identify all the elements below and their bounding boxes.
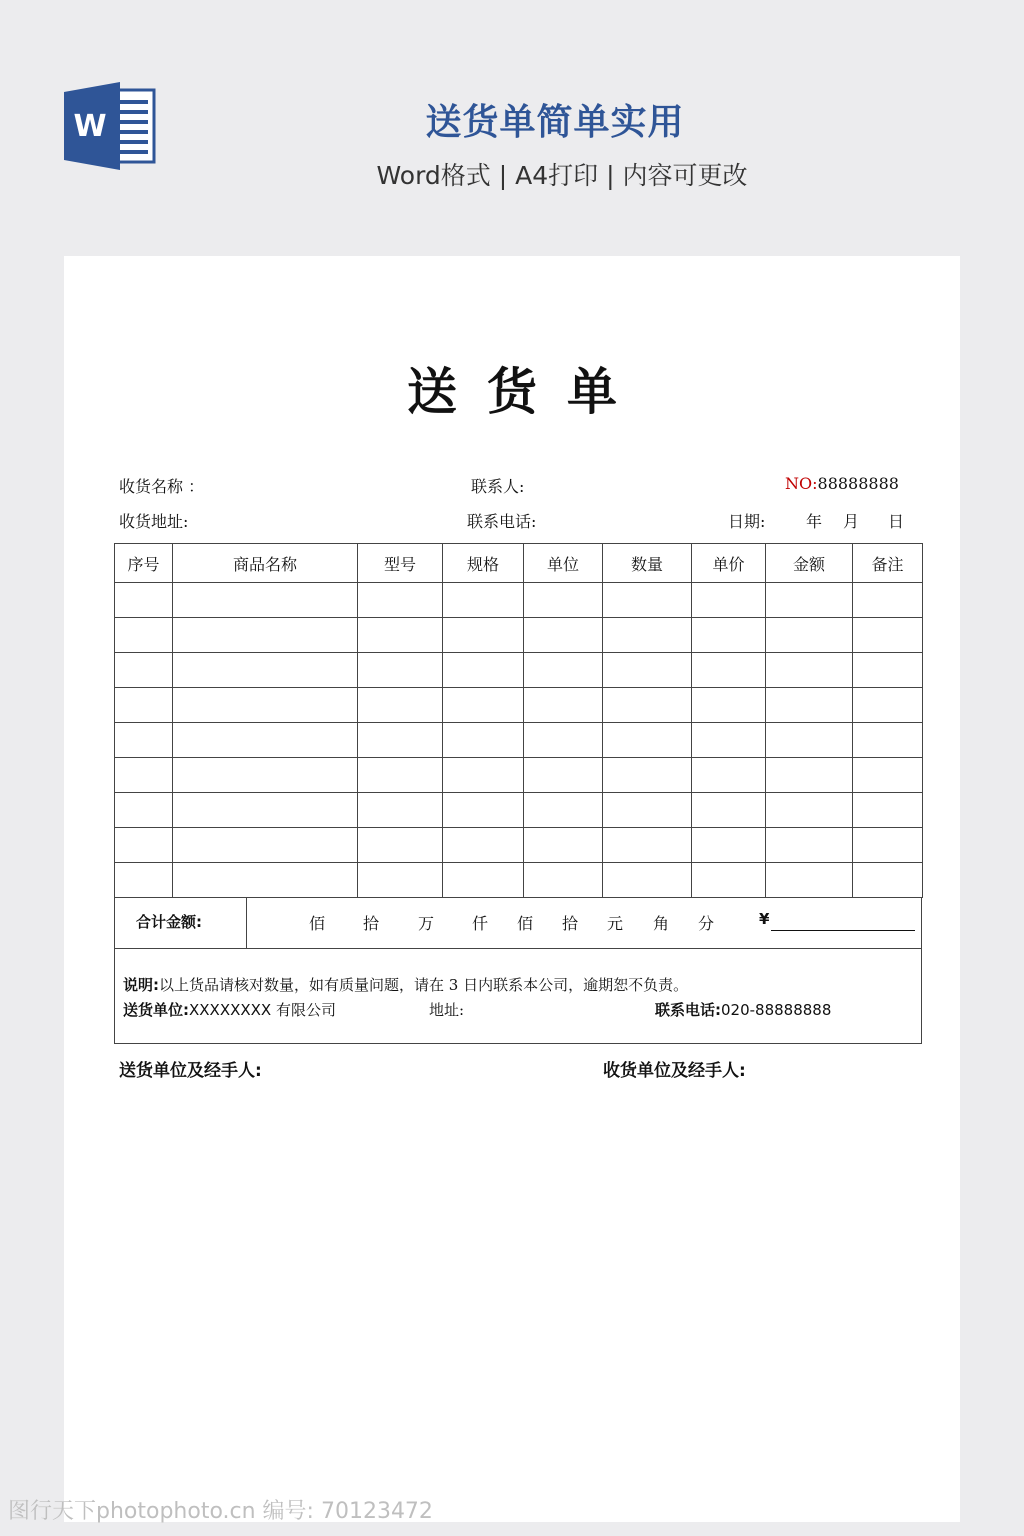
amount-unit: 万 xyxy=(418,914,435,933)
document-title: 送货单 xyxy=(407,363,647,421)
table-cell[interactable] xyxy=(524,723,603,758)
table-cell[interactable] xyxy=(766,758,853,793)
table-row xyxy=(115,653,923,688)
table-cell[interactable] xyxy=(173,688,358,723)
amount-unit: 元 xyxy=(607,914,624,933)
table-cell[interactable] xyxy=(692,758,766,793)
table-cell[interactable] xyxy=(358,583,443,618)
date-label: 日期: xyxy=(728,512,766,531)
table-cell[interactable] xyxy=(692,583,766,618)
table-cell[interactable] xyxy=(603,653,692,688)
table-cell[interactable] xyxy=(173,653,358,688)
table-cell[interactable] xyxy=(603,758,692,793)
table-cell[interactable] xyxy=(443,688,524,723)
order-number-value: 88888888 xyxy=(817,474,899,493)
table-cell[interactable] xyxy=(766,618,853,653)
table-cell[interactable] xyxy=(358,828,443,863)
table-row xyxy=(115,758,923,793)
table-cell[interactable] xyxy=(853,618,923,653)
table-cell[interactable] xyxy=(115,863,173,898)
table-cell[interactable] xyxy=(443,758,524,793)
sender-signature-label: 送货单位及经手人: xyxy=(119,1061,262,1081)
column-header: 型号 xyxy=(358,544,443,583)
table-cell[interactable] xyxy=(692,863,766,898)
sender-unit-value: XXXXXXXX 有限公司 xyxy=(189,1001,336,1019)
table-cell[interactable] xyxy=(115,828,173,863)
note-label: 说明: xyxy=(123,976,159,994)
table-cell[interactable] xyxy=(766,723,853,758)
table-cell[interactable] xyxy=(443,793,524,828)
table-cell[interactable] xyxy=(692,653,766,688)
note-line xyxy=(123,974,688,995)
receiver-address-label: 收货地址: xyxy=(119,512,189,531)
document-page xyxy=(64,256,960,1522)
table-cell[interactable] xyxy=(766,688,853,723)
table-cell[interactable] xyxy=(524,793,603,828)
table-cell[interactable] xyxy=(443,863,524,898)
table-cell[interactable] xyxy=(173,793,358,828)
total-amount-label: 合计金额: xyxy=(115,897,247,948)
currency-symbol: ¥ xyxy=(759,910,770,928)
table-cell[interactable] xyxy=(766,793,853,828)
company-phone-value: 020-88888888 xyxy=(721,1001,832,1019)
table-cell[interactable] xyxy=(692,723,766,758)
table-cell[interactable] xyxy=(692,828,766,863)
table-cell[interactable] xyxy=(115,793,173,828)
table-cell[interactable] xyxy=(524,653,603,688)
table-row xyxy=(115,793,923,828)
table-cell[interactable] xyxy=(766,863,853,898)
table-cell[interactable] xyxy=(358,723,443,758)
date-year-label: 年 xyxy=(806,512,823,531)
table-cell[interactable] xyxy=(853,583,923,618)
table-row xyxy=(115,828,923,863)
table-cell[interactable] xyxy=(603,793,692,828)
table-cell[interactable] xyxy=(115,688,173,723)
company-phone xyxy=(655,999,831,1020)
table-cell[interactable] xyxy=(443,723,524,758)
amount-unit: 角 xyxy=(653,914,670,933)
column-header: 数量 xyxy=(603,544,692,583)
amount-unit: 仟 xyxy=(472,914,489,933)
table-cell[interactable] xyxy=(115,618,173,653)
column-header: 商品名称 xyxy=(173,544,358,583)
table-cell[interactable] xyxy=(853,723,923,758)
table-cell[interactable] xyxy=(853,863,923,898)
table-cell[interactable] xyxy=(115,723,173,758)
sender-unit-label: 送货单位: xyxy=(123,1001,189,1019)
svg-text:W: W xyxy=(73,109,107,144)
table-cell[interactable] xyxy=(692,688,766,723)
table-cell[interactable] xyxy=(853,828,923,863)
table-cell[interactable] xyxy=(524,828,603,863)
header-title: 送货单简单实用 xyxy=(425,102,685,143)
table-cell[interactable] xyxy=(443,653,524,688)
table-cell[interactable] xyxy=(603,618,692,653)
order-number-prefix: NO: xyxy=(785,474,818,493)
amount-unit: 拾 xyxy=(562,914,579,933)
amount-unit: 拾 xyxy=(363,914,380,933)
table-row xyxy=(115,863,923,898)
table-cell[interactable] xyxy=(853,653,923,688)
table-cell[interactable] xyxy=(524,758,603,793)
phone-label: 联系电话: xyxy=(467,512,537,531)
table-cell[interactable] xyxy=(115,653,173,688)
date-month-label: 月 xyxy=(843,512,860,531)
table-cell[interactable] xyxy=(358,688,443,723)
note-text: 以上货品请核对数量，如有质量问题，请在 3 日内联系本公司，逾期恕不负责。 xyxy=(159,976,689,994)
receiver-name-label: 收货名称 ： xyxy=(119,477,205,496)
table-cell[interactable] xyxy=(443,828,524,863)
total-amount-row xyxy=(114,897,922,949)
table-cell[interactable] xyxy=(173,758,358,793)
table-cell[interactable] xyxy=(358,653,443,688)
table-row xyxy=(115,583,923,618)
sender-line xyxy=(123,999,336,1020)
amount-unit: 佰 xyxy=(309,914,326,933)
table-header-row xyxy=(115,544,923,583)
order-number xyxy=(785,474,899,493)
table-cell[interactable] xyxy=(173,723,358,758)
table-cell[interactable] xyxy=(358,618,443,653)
table-cell[interactable] xyxy=(603,828,692,863)
table-cell[interactable] xyxy=(603,583,692,618)
table-cell[interactable] xyxy=(766,653,853,688)
table-cell[interactable] xyxy=(692,793,766,828)
table-cell[interactable] xyxy=(853,793,923,828)
table-cell[interactable] xyxy=(853,688,923,723)
table-cell[interactable] xyxy=(115,758,173,793)
table-cell[interactable] xyxy=(603,863,692,898)
table-cell[interactable] xyxy=(173,618,358,653)
table-cell[interactable] xyxy=(173,828,358,863)
table-cell[interactable] xyxy=(524,863,603,898)
column-header: 序号 xyxy=(115,544,173,583)
table-cell[interactable] xyxy=(766,583,853,618)
table-cell[interactable] xyxy=(524,688,603,723)
column-header: 备注 xyxy=(853,544,923,583)
notes-box xyxy=(114,948,922,1044)
table-cell[interactable] xyxy=(358,793,443,828)
column-header: 规格 xyxy=(443,544,524,583)
amount-unit: 佰 xyxy=(517,914,534,933)
table-cell[interactable] xyxy=(115,583,173,618)
column-header: 单位 xyxy=(524,544,603,583)
contact-label: 联系人: xyxy=(471,477,525,496)
table-row xyxy=(115,723,923,758)
header-subtitle: Word格式 | A4打印 | 内容可更改 xyxy=(376,161,748,190)
table-row xyxy=(115,688,923,723)
table-cell[interactable] xyxy=(443,583,524,618)
address-label: 地址: xyxy=(429,1001,465,1019)
watermark-text: 图行天下photophoto.cn 编号: 70123472 xyxy=(8,1499,433,1524)
amount-fill-line xyxy=(771,930,915,931)
column-header: 金额 xyxy=(766,544,853,583)
date-day-label: 日 xyxy=(888,512,905,531)
table-cell[interactable] xyxy=(173,863,358,898)
table-cell[interactable] xyxy=(173,583,358,618)
table-cell[interactable] xyxy=(692,618,766,653)
table-cell[interactable] xyxy=(603,723,692,758)
table-cell[interactable] xyxy=(524,583,603,618)
receiver-signature-label: 收货单位及经手人: xyxy=(603,1061,746,1081)
column-header: 单价 xyxy=(692,544,766,583)
table-cell[interactable] xyxy=(766,828,853,863)
company-phone-label: 联系电话: xyxy=(655,1001,721,1019)
goods-table xyxy=(114,543,923,898)
table-cell[interactable] xyxy=(358,863,443,898)
amount-unit: 分 xyxy=(698,914,715,933)
table-cell[interactable] xyxy=(603,688,692,723)
table-cell[interactable] xyxy=(358,758,443,793)
table-row xyxy=(115,618,923,653)
table-cell[interactable] xyxy=(524,618,603,653)
table-cell[interactable] xyxy=(853,758,923,793)
table-cell[interactable] xyxy=(443,618,524,653)
